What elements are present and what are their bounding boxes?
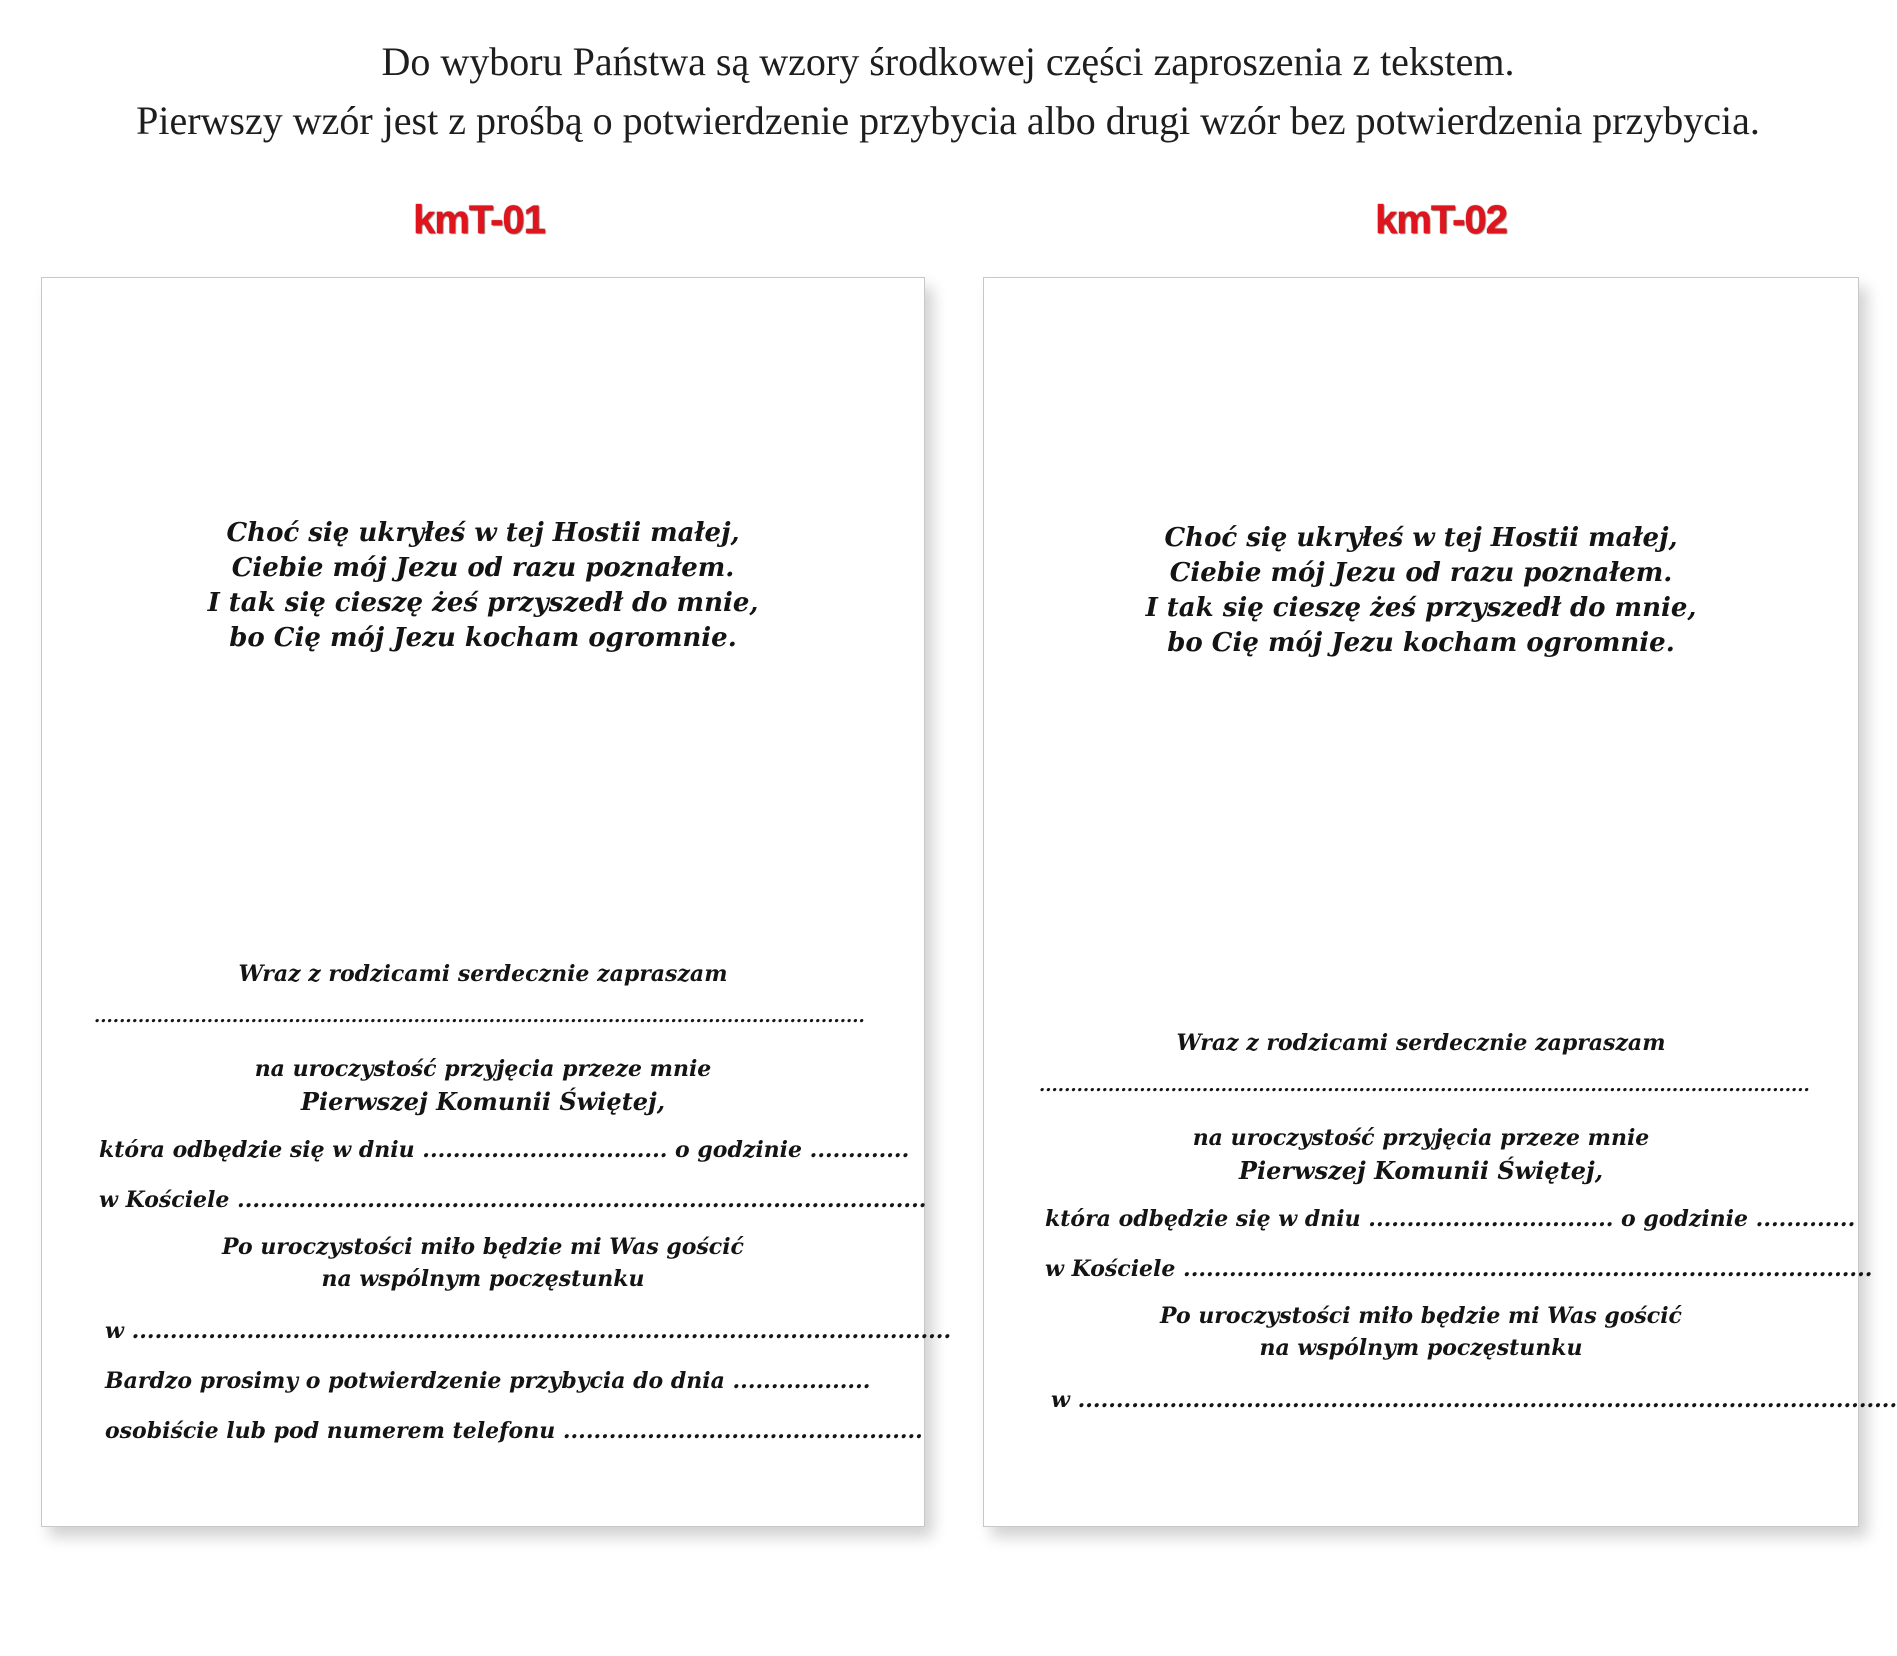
poem-line-2: Ciebie mój Jezu od razu poznałem. <box>231 553 735 583</box>
poem-line-4: bo Cię mój Jezu kocham ogromnie. <box>1167 628 1675 658</box>
ceremony-title: Pierwszej Komunii Świętej, <box>300 1087 666 1116</box>
ceremony-text: na uroczystość przyjęcia przeze mnie <box>1192 1125 1650 1151</box>
intro-line-1: Do wyboru Państwa są wzory środkowej części zaproszenia z tekstem. <box>381 39 1515 84</box>
invite-text: Wraz z rodzicami serdecznie zapraszam <box>238 961 728 987</box>
design-code-kmt-02: kmT-02 <box>1375 198 1507 242</box>
poem-line-3: I tak się cieszę żeś przyszedł do mnie, <box>1145 593 1697 623</box>
reception-text-2: na wspólnym poczęstunku <box>1259 1335 1583 1361</box>
venue-line: w ........................................................................................................... <box>1051 1387 1897 1413</box>
ceremony-text: na uroczystość przyjęcia przeze mnie <box>254 1056 712 1082</box>
intro-line-2: Pierwszy wzór jest z prośbą o potwierdzenie przybycia albo drugi wzór bez potwierdzenia przybycia. <box>136 98 1760 143</box>
poem-line-4: bo Cię mój Jezu kocham ogromnie. <box>229 623 737 653</box>
reception-text-1: Po uroczystości miło będzie mi Was gościć <box>1160 1303 1682 1329</box>
rsvp-line: Bardzo prosimy o potwierdzenie przybycia do dnia .................. <box>105 1368 871 1394</box>
name-blank-line: ........................................................................................................................... <box>94 1006 865 1027</box>
phone-line: osobiście lub pod numerem telefonu ............................................... <box>105 1418 923 1444</box>
invite-text: Wraz z rodzicami serdecznie zapraszam <box>1176 1030 1666 1056</box>
poem-line-2: Ciebie mój Jezu od razu poznałem. <box>1169 558 1673 588</box>
ceremony-title: Pierwszej Komunii Świętej, <box>1238 1156 1604 1185</box>
poem-line-1: Choć się ukryłeś w tej Hostii małej, <box>226 518 740 548</box>
venue-line: w ........................................................................................................... <box>105 1318 952 1344</box>
church-line: w Kościele .......................................................................................... <box>99 1187 927 1213</box>
poem-line-1: Choć się ukryłeś w tej Hostii małej, <box>1164 523 1678 553</box>
reception-text-2: na wspólnym poczęstunku <box>321 1266 645 1292</box>
name-blank-line: ........................................................................................................................... <box>1039 1075 1810 1096</box>
poem-line-3: I tak się cieszę żeś przyszedł do mnie, <box>207 588 759 618</box>
invitation-card-kmt-02 <box>983 277 1897 1527</box>
design-code-kmt-01: kmT-01 <box>413 198 545 242</box>
date-time-line: która odbędzie się w dniu ................................ o godzinie ............. <box>99 1137 910 1163</box>
church-line: w Kościele .......................................................................................... <box>1045 1256 1873 1282</box>
date-time-line: która odbędzie się w dniu ................................ o godzinie ............. <box>1045 1206 1856 1232</box>
invitation-card-kmt-01 <box>41 277 952 1527</box>
reception-text-1: Po uroczystości miło będzie mi Was gościć <box>222 1234 744 1260</box>
